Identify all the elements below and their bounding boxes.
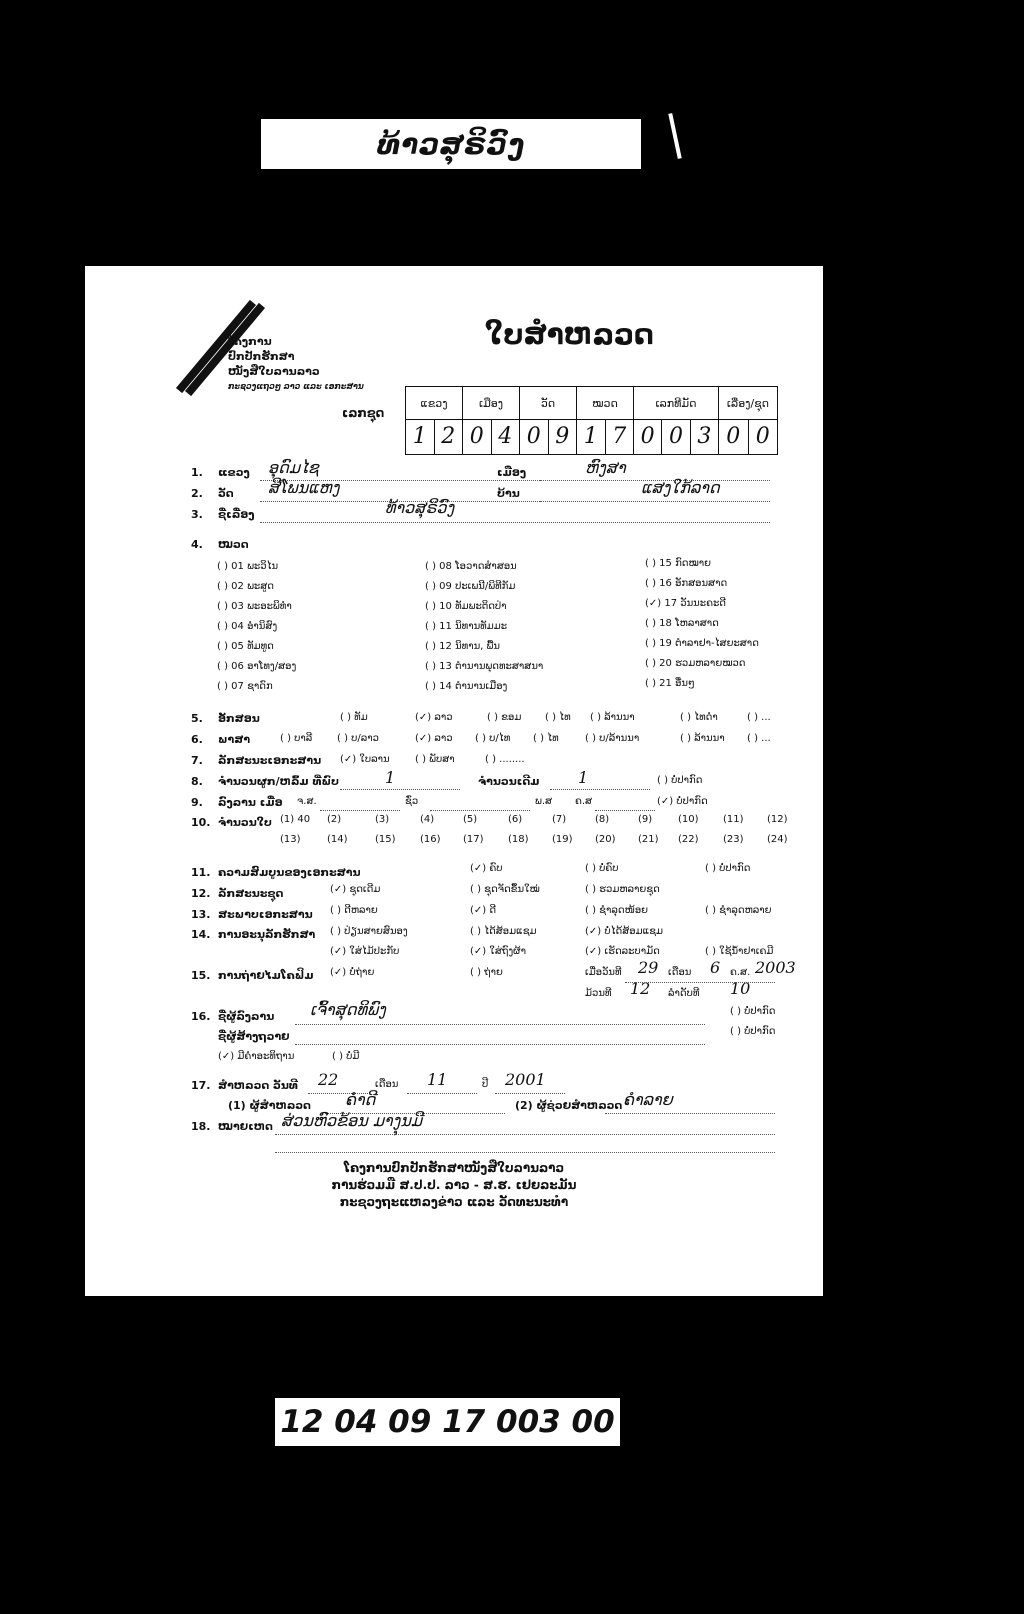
code-digit: 0 — [755, 424, 770, 449]
category-option[interactable]: ( ) 04 ອຳນິສົງ — [217, 621, 278, 632]
condition-label: ສະພາບເອກະສານ — [218, 908, 313, 921]
conservation-option[interactable]: ( ) ໃຊ້ນ້ຳຢາເຄມີ — [705, 946, 774, 957]
district-label: ເມືອງ — [497, 466, 527, 479]
bundles-unknown[interactable]: ( ) ບໍ່ປາກົດ — [657, 775, 703, 786]
leaf-count: (19) — [552, 834, 573, 845]
survey-day: 22 — [318, 1070, 339, 1089]
code-header: ໝວດ — [577, 387, 634, 420]
leaf-count: (13) — [280, 834, 301, 845]
row-number: 16. — [191, 1010, 211, 1023]
code-digit: 0 — [463, 420, 492, 454]
code-digit: 0 — [662, 420, 690, 454]
category-option[interactable]: ( ) 10 ທັມພະຕິດປ່າ — [425, 601, 507, 612]
category-option[interactable]: ( ) 18 ໂຫລາສາດ — [645, 618, 719, 629]
ad-label: ຄ.ສ — [575, 796, 593, 807]
material-label: ລັກສະນະເອກະສານ — [218, 754, 322, 767]
footer-org: ໂຄງການປົກປັກຮັກສາໜັງສືໃບລານລາວ ການຮ່ວມມື ສ.ປ.ປ. ລາວ - ສ.ຮ. ເຢຍລະມັນ ກະຊວງຖະແຫລງຂ່າວ ແລະ ວັດທະນະທຳ — [331, 1161, 577, 1209]
condition-option[interactable]: ( ) ຊຳລຸດຫລາຍ — [705, 905, 772, 916]
survey-month: 11 — [427, 1070, 448, 1089]
script-option[interactable]: ( ) ລ້ານນາ — [590, 712, 635, 723]
material-option[interactable]: ( ) ພັບສາ — [415, 754, 455, 765]
language-option[interactable]: ( ) ບ/ໄທ — [475, 733, 511, 744]
conservation-option[interactable]: (✓) ໃສ່ໄມ້ປະກັບ — [330, 946, 400, 957]
microfilm-label: ການຖ່າຍໄມໂຄຟິມ — [218, 969, 314, 982]
donor-unknown[interactable]: ( ) ບໍ່ປາກົດ — [730, 1026, 776, 1037]
material-option[interactable]: ( ) ........ — [485, 754, 525, 765]
leaf-count: (24) — [767, 834, 788, 845]
leaf-count: (16) — [420, 834, 441, 845]
marker-tick — [668, 113, 681, 159]
language-label: ພາສາ — [218, 733, 251, 746]
code-label: ເລກຊຸດ — [342, 406, 385, 420]
conservation-label: ການອະນຸລັກຮັກສາ — [218, 928, 316, 941]
leaf-count: (4) — [420, 814, 435, 825]
code-digit: 0 — [520, 420, 549, 454]
leaf-count: (9) — [638, 814, 653, 825]
conservation-option[interactable]: ( ) ປ່ຽນສາຍສົນອງ — [330, 926, 408, 937]
code-header: ເມືອງ — [463, 387, 520, 420]
leaf-count: (7) — [552, 814, 567, 825]
microfilm-date-label: ເມື່ອວັນທີ — [585, 967, 622, 978]
language-option[interactable]: ( ) ບ/ລ້ານນາ — [585, 733, 640, 744]
category-option[interactable]: ( ) 07 ຊາດົກ — [217, 681, 273, 692]
code-digit: 4 — [498, 424, 513, 449]
completeness-option[interactable]: ( ) ບໍ່ປາກົດ — [705, 863, 751, 874]
leaf-count: (2) — [327, 814, 342, 825]
set-type-option[interactable]: ( ) ຮວມຫລາຍຊຸດ — [585, 884, 660, 895]
category-option[interactable]: (✓) 17 ວັນນະຄະດີ — [645, 598, 726, 609]
temple-value: ສີໂພນແຫງ — [268, 478, 340, 497]
microfilm-month-label: ເດືອນ — [668, 967, 692, 978]
category-option[interactable]: ( ) 14 ຕຳນານເມືອງ — [425, 681, 508, 692]
leaf-count: (6) — [508, 814, 523, 825]
conservation-option[interactable]: ( ) ໄດ້ສ້ອມແຊມ — [470, 926, 537, 937]
code-digit: 1 — [577, 420, 606, 454]
day-label: ຊົ່ວ — [405, 796, 419, 807]
row-number: 13. — [191, 908, 211, 921]
category-option[interactable]: ( ) 02 ພະສູດ — [217, 581, 274, 592]
bundles-original: 1 — [578, 768, 589, 787]
leaf-count: (8) — [595, 814, 610, 825]
row-number: 5. — [191, 712, 203, 725]
bottom-code-strip — [275, 1398, 620, 1446]
province-value: ອຸດົມໄຊ — [268, 458, 319, 477]
conservation-option[interactable]: (✓) ເຮັດລະບາມັດ — [585, 946, 660, 957]
row-number: 14. — [191, 928, 211, 941]
language-option[interactable]: ( ) ບາລີ — [280, 733, 313, 744]
code-table — [405, 386, 778, 455]
story-label: ຊື່ເລື່ອງ — [218, 508, 255, 521]
script-label: ອັກສອນ — [218, 712, 260, 725]
row-number: 7. — [191, 754, 203, 767]
bundles-label: ຈຳນວນຜູກ/ຫລົ້ມ ທີ່ພົບ — [218, 775, 339, 788]
row-number: 3. — [191, 508, 203, 521]
completeness-option[interactable]: (✓) ຄົບ — [470, 863, 503, 874]
leaf-count: (18) — [508, 834, 529, 845]
code-header: ເລກທີມັດ — [634, 387, 719, 420]
completeness-option[interactable]: ( ) ບໍ່ຄົບ — [585, 863, 619, 874]
temple-label: ວັດ — [218, 487, 234, 500]
row-number: 8. — [191, 775, 203, 788]
donor-label: ຊື່ຜູ້ສ້າງຖວາຍ — [218, 1030, 290, 1043]
form-title: ໃບສຳຫລວດ — [485, 318, 654, 351]
completeness-label: ຄວາມສົມບູນຂອງເອກະສານ — [218, 866, 361, 879]
bs-label: ພ.ສ — [535, 796, 553, 807]
leaf-count: (1) 40 — [280, 814, 311, 825]
condition-option[interactable]: (✓) ດີ — [470, 905, 497, 916]
row-number: 4. — [191, 538, 203, 551]
leaf-count: (10) — [678, 814, 699, 825]
roll-value: 12 — [630, 979, 651, 998]
remarks-value: ສ່ວນຫົວຂ້ອນ ມາງຸນມີ — [281, 1111, 423, 1130]
leaf-count: (14) — [327, 834, 348, 845]
frame-value: 10 — [730, 979, 751, 998]
surveyor-value: ຄຳດີ — [345, 1090, 376, 1109]
survey-month-label: ເດືອນ — [375, 1079, 399, 1090]
language-option[interactable]: ( ) ໄທ — [533, 733, 559, 744]
leaf-count: (20) — [595, 834, 616, 845]
prayer-option[interactable]: ( ) ບໍ່ມີ — [332, 1051, 360, 1062]
village-value: ແສງໃກ້ລາດ — [641, 478, 720, 497]
bundles-found: 1 — [385, 768, 396, 787]
province-label: ແຂວງ — [218, 466, 250, 479]
category-option[interactable]: ( ) 08 ໂອວາດສຳສອນ — [425, 561, 517, 572]
survey-form — [85, 266, 823, 1296]
roll-label: ມ້ວນທີ — [585, 988, 612, 999]
leaf-count: (15) — [375, 834, 396, 845]
leaf-count: (17) — [463, 834, 484, 845]
category-option[interactable]: ( ) 09 ປະເພນີ/ພິທີກັມ — [425, 581, 516, 592]
org-name: ໂຄງການ ປົກປັກຮັກສາ ໜັງສືໃບລານລາວ ກະຊວງແຖວໆ ລາວ ແລະ ເອກະສານ — [228, 335, 364, 391]
microfilm-option[interactable]: (✓) ບໍ່ຖ່າຍ — [330, 967, 375, 978]
survey-date-label: ສຳຫລວດ ວັນທີ — [218, 1079, 298, 1092]
script-option[interactable]: (✓) ລາວ — [415, 712, 453, 723]
remarks-label: ໝາຍເຫດ — [218, 1120, 273, 1133]
material-option[interactable]: (✓) ໃບລານ — [340, 754, 390, 765]
inscribed-label: ລົງລານ ເມື່ອ — [218, 796, 283, 809]
original-label: ຈຳນວນເດີມ — [478, 775, 540, 788]
set-type-label: ລັກສະນະຊຸດ — [218, 887, 284, 900]
surveyor-label: (1) ຜູ້ສຳຫລວດ — [228, 1099, 311, 1112]
row-number: 17. — [191, 1079, 211, 1092]
row-number: 6. — [191, 733, 203, 746]
row-number: 10. — [191, 816, 211, 829]
row-number: 11. — [191, 866, 211, 879]
script-option[interactable]: ( ) ທັມ — [340, 712, 368, 723]
story-value: ທ້າວສຸຣິວົງ — [385, 498, 455, 517]
condition-option[interactable]: ( ) ຊຳລຸດໜ້ອຍ — [585, 905, 649, 916]
condition-option[interactable]: ( ) ດີຫລາຍ — [330, 905, 378, 916]
category-option[interactable]: ( ) 03 ພະອະພິທຳ — [217, 601, 292, 612]
category-option[interactable]: ( ) 16 ອັກສອນສາດ — [645, 578, 728, 589]
category-option[interactable]: ( ) 21 ອື່ນໆ — [645, 678, 695, 689]
code-digit: 0 — [719, 420, 749, 454]
leaves-label: ຈຳນວນໃບ — [218, 816, 272, 829]
script-option[interactable]: ( ) ... — [747, 712, 771, 723]
row-number: 1. — [191, 466, 203, 479]
category-option[interactable]: ( ) 06 ອາໂທງ/ສອງ — [217, 661, 297, 672]
microfilm-day: 29 — [638, 958, 659, 977]
leaf-count: (5) — [463, 814, 478, 825]
copyist-unknown[interactable]: ( ) ບໍ່ປາກົດ — [730, 1006, 776, 1017]
set-type-option[interactable]: (✓) ຊຸດເດີມ — [330, 884, 381, 895]
language-option[interactable]: ( ) ... — [747, 733, 771, 744]
row-number: 9. — [191, 796, 203, 809]
microfilm-year: 2003 — [755, 958, 796, 977]
prayer-option[interactable]: (✓) ມີຄຳອະທິຖານ — [218, 1051, 295, 1062]
code-header: ເລື່ອງ/ຊຸດ — [719, 387, 778, 420]
code-digit: 0 — [634, 420, 662, 454]
survey-year-label: ປີ — [482, 1079, 489, 1090]
helper-label: (2) ຜູ້ຊ່ວຍສຳຫລວດ — [515, 1099, 623, 1112]
category-option[interactable]: ( ) 05 ທັມທູດ — [217, 641, 274, 652]
copyist-label: ຊື່ຜູ້ລົງລານ — [218, 1010, 275, 1023]
set-type-option[interactable]: ( ) ຊຸດຈັດຂຶ້ນໃໝ່ — [470, 884, 540, 895]
language-option[interactable]: (✓) ລາວ — [415, 733, 453, 744]
conservation-option[interactable]: (✓) ບໍ່ໄດ້ສ້ອມແຊມ — [585, 926, 664, 937]
row-number: 15. — [191, 969, 211, 982]
category-option[interactable]: ( ) 12 ນິທານ, ພື້ນ — [425, 641, 500, 652]
frame-label: ລຳດັບທີ — [668, 988, 700, 999]
code-header: ແຂວງ — [406, 387, 463, 420]
language-option[interactable]: ( ) ລ້ານນາ — [680, 733, 725, 744]
leaf-count: (11) — [723, 814, 744, 825]
code-digit: 9 — [555, 424, 570, 449]
copyist-value: ເຈົ້າສຸດທິພົງ — [310, 1000, 386, 1019]
row-number: 18. — [191, 1120, 211, 1133]
inscribed-unknown[interactable]: (✓) ບໍ່ປາກົດ — [657, 796, 708, 807]
script-option[interactable]: ( ) ໄທດຳ — [680, 712, 718, 723]
category-option[interactable]: ( ) 19 ຕຳລາຢາ-ໄສຍະສາດ — [645, 638, 759, 649]
category-option[interactable]: ( ) 01 ພະວິໄນ — [217, 561, 279, 572]
leaf-count: (3) — [375, 814, 390, 825]
microfilm-month: 6 — [710, 958, 721, 977]
category-option[interactable]: ( ) 11 ນິທານທັມມະ — [425, 621, 508, 632]
leaf-count: (22) — [678, 834, 699, 845]
row-number: 12. — [191, 887, 211, 900]
top-title-text: ທ້າວສຸຣິວົງ — [377, 127, 525, 161]
category-option[interactable]: ( ) 20 ຮວມຫລາຍໝວດ — [645, 658, 746, 669]
script-option[interactable]: ( ) ໄທ — [545, 712, 571, 723]
microfilm-option[interactable]: ( ) ຖ່າຍ — [470, 967, 503, 978]
cs-label: ຈ.ສ. — [297, 796, 317, 807]
survey-year: 2001 — [505, 1070, 546, 1089]
district-value: ຫົງສາ — [585, 458, 626, 477]
row-number: 2. — [191, 487, 203, 500]
top-title-strip — [261, 119, 641, 169]
code-digit: 7 — [612, 424, 627, 449]
conservation-option[interactable]: (✓) ໃສ່ຖົງຜ້າ — [470, 946, 526, 957]
leaf-count: (12) — [767, 814, 788, 825]
microfilm-year-label: ຄ.ສ. — [730, 967, 751, 978]
bottom-code-text: 12 04 09 17 003 00 — [280, 1404, 615, 1440]
helper-value: ຄຳລາຍ — [623, 1090, 673, 1109]
leaf-count: (23) — [723, 834, 744, 845]
code-digit: 2 — [441, 424, 456, 449]
category-label: ໝວດ — [218, 538, 249, 551]
code-header: ວັດ — [520, 387, 577, 420]
code-digit: 3 — [697, 424, 712, 449]
category-option[interactable]: ( ) 15 ກົດໝາຍ — [645, 558, 712, 569]
village-label: ບ້ານ — [497, 487, 520, 500]
category-option[interactable]: ( ) 13 ຕຳນານພຸດທະສາສນາ — [425, 661, 544, 672]
language-option[interactable]: ( ) ບ/ລາວ — [337, 733, 379, 744]
leaf-count: (21) — [638, 834, 659, 845]
code-digit: 1 — [406, 420, 435, 454]
script-option[interactable]: ( ) ຂອມ — [487, 712, 522, 723]
